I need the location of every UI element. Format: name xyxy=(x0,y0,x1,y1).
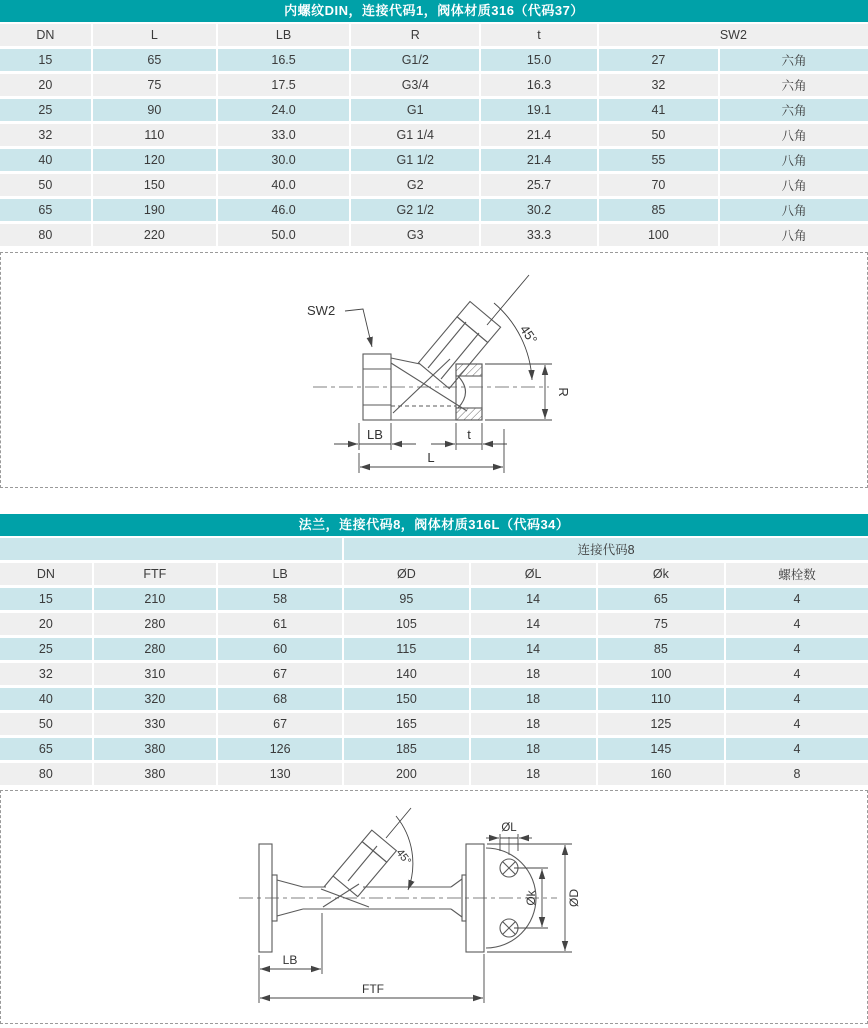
threaded-valve-drawing xyxy=(1,253,867,487)
table-cell: 110 xyxy=(93,124,216,146)
dim-label-r: R xyxy=(556,387,571,397)
spec-table-threaded xyxy=(0,0,868,246)
branch-cap xyxy=(457,302,501,343)
table-cell: 15 xyxy=(0,588,92,610)
table-cell: 50.0 xyxy=(218,224,349,246)
table-cell: 14 xyxy=(471,613,596,635)
table-cell: 75 xyxy=(93,74,216,96)
table-cell: 4 xyxy=(726,663,868,685)
table-cell: 六角 xyxy=(720,99,868,121)
table-cell: 32 xyxy=(0,124,91,146)
table-cell: 40.0 xyxy=(218,174,349,196)
table-cell: 17.5 xyxy=(218,74,349,96)
valve-body-outline xyxy=(239,830,557,952)
table-cell: 280 xyxy=(94,613,216,635)
table-cell: 85 xyxy=(598,638,724,660)
column-header-t: t xyxy=(481,24,596,46)
dim-label-angle: 45° xyxy=(516,322,541,347)
table-cell: 85 xyxy=(599,199,718,221)
table-cell: 80 xyxy=(0,224,91,246)
table-cell: G1 xyxy=(351,99,479,121)
table-cell: 16.5 xyxy=(218,49,349,71)
table-cell: 15 xyxy=(0,49,91,71)
table-cell: G3/4 xyxy=(351,74,479,96)
table-cell: 68 xyxy=(218,688,342,710)
column-header-sw2: SW2 xyxy=(599,24,868,46)
table-cell: 380 xyxy=(94,738,216,760)
table-cell: G2 xyxy=(351,174,479,196)
table-cell: 21.4 xyxy=(481,149,596,171)
table-cell: 65 xyxy=(0,738,92,760)
table-cell: 60 xyxy=(218,638,342,660)
table-cell: 16.3 xyxy=(481,74,596,96)
table-cell: 95 xyxy=(344,588,468,610)
column-header-od: ØD xyxy=(344,563,468,585)
column-header-ol: ØL xyxy=(471,563,596,585)
table-cell: 280 xyxy=(94,638,216,660)
table-cell: 310 xyxy=(94,663,216,685)
table-cell: G1 1/2 xyxy=(351,149,479,171)
table-cell: 18 xyxy=(471,738,596,760)
table-cell: 330 xyxy=(94,713,216,735)
table-cell: 30.2 xyxy=(481,199,596,221)
dim-label-lb: LB xyxy=(282,953,298,967)
table-cell: 18 xyxy=(471,763,596,785)
table-cell: 50 xyxy=(0,174,91,196)
table-cell: 4 xyxy=(726,588,868,610)
table-cell: 61 xyxy=(218,613,342,635)
table-cell: 21.4 xyxy=(481,124,596,146)
table-cell: 4 xyxy=(726,738,868,760)
table-cell: 80 xyxy=(0,763,92,785)
table-cell: 33.0 xyxy=(218,124,349,146)
table-cell: 150 xyxy=(93,174,216,196)
dim-label-t: t xyxy=(467,427,471,442)
group-header-spacer xyxy=(0,538,342,560)
table-cell: 14 xyxy=(471,638,596,660)
table-cell: 105 xyxy=(344,613,468,635)
table-cell: 40 xyxy=(0,688,92,710)
table-cell: 18 xyxy=(471,713,596,735)
dimension-lines xyxy=(334,275,552,473)
table-cell: 320 xyxy=(94,688,216,710)
table-cell: 4 xyxy=(726,613,868,635)
table-cell: 八角 xyxy=(720,199,868,221)
table-cell: 六角 xyxy=(720,49,868,71)
table-cell: 100 xyxy=(598,663,724,685)
column-header-bolts: 螺栓数 xyxy=(726,563,868,585)
dim-label-l: L xyxy=(427,450,435,465)
dim-label-ok: Øk xyxy=(524,890,538,906)
table-cell: 130 xyxy=(218,763,342,785)
table-cell: 八角 xyxy=(720,174,868,196)
table-cell: 4 xyxy=(726,713,868,735)
column-header-ftf: FTF xyxy=(94,563,216,585)
table-cell: 27 xyxy=(599,49,718,71)
column-header-lb: LB xyxy=(218,563,342,585)
table-cell: 46.0 xyxy=(218,199,349,221)
table-cell: 58 xyxy=(218,588,342,610)
table-cell: 50 xyxy=(599,124,718,146)
table-cell: 67 xyxy=(218,663,342,685)
table-cell: 八角 xyxy=(720,124,868,146)
table-cell: 20 xyxy=(0,613,92,635)
table-cell: 120 xyxy=(93,149,216,171)
column-header-r: R xyxy=(351,24,479,46)
table-cell: 70 xyxy=(599,174,718,196)
table-cell: G1 1/4 xyxy=(351,124,479,146)
drawing-box-flanged xyxy=(0,790,868,1024)
table-cell: 200 xyxy=(344,763,468,785)
table-cell: 24.0 xyxy=(218,99,349,121)
table-cell: 75 xyxy=(598,613,724,635)
table-cell: 160 xyxy=(598,763,724,785)
column-header-ok: Øk xyxy=(598,563,724,585)
table-cell: 210 xyxy=(94,588,216,610)
table-cell: 41 xyxy=(599,99,718,121)
spec-table-flanged xyxy=(0,514,868,785)
table-title-threaded: 内螺纹DIN，连接代码1，阀体材质316（代码37） xyxy=(0,0,868,22)
table-cell: 14 xyxy=(471,588,596,610)
table-cell: 125 xyxy=(598,713,724,735)
table-cell: 65 xyxy=(598,588,724,610)
dim-label-angle: 45° xyxy=(393,846,414,868)
dim-label-ol: ØL xyxy=(501,822,517,834)
table-cell: 100 xyxy=(599,224,718,246)
table-cell: 55 xyxy=(599,149,718,171)
table-cell: 六角 xyxy=(720,74,868,96)
table-cell: 220 xyxy=(93,224,216,246)
table-cell: 165 xyxy=(344,713,468,735)
dim-label-sw2: SW2 xyxy=(307,303,336,318)
table-cell: 67 xyxy=(218,713,342,735)
column-header-dn: DN xyxy=(0,24,91,46)
valve-body-outline xyxy=(313,302,549,421)
table-cell: G3 xyxy=(351,224,479,246)
dim-label-lb: LB xyxy=(367,427,383,442)
table-cell: 32 xyxy=(599,74,718,96)
flanged-table xyxy=(0,538,868,785)
table-cell: 19.1 xyxy=(481,99,596,121)
table-cell: 25 xyxy=(0,638,92,660)
table-cell: 25 xyxy=(0,99,91,121)
flanged-valve-drawing xyxy=(1,791,867,1023)
threaded-table xyxy=(0,24,868,246)
table-cell: 140 xyxy=(344,663,468,685)
table-cell: 190 xyxy=(93,199,216,221)
table-title-flanged: 法兰，连接代码8，阀体材质316L（代码34） xyxy=(0,514,868,536)
dim-label-od: ØD xyxy=(567,889,581,907)
table-cell: 4 xyxy=(726,638,868,660)
table-cell: 145 xyxy=(598,738,724,760)
table-cell: 30.0 xyxy=(218,149,349,171)
column-header-lb: LB xyxy=(218,24,349,46)
table-cell: 8 xyxy=(726,763,868,785)
table-cell: 110 xyxy=(598,688,724,710)
branch-socket xyxy=(333,842,387,897)
column-header-dn: DN xyxy=(0,563,92,585)
sw2-leader xyxy=(345,309,372,347)
table-cell: 50 xyxy=(0,713,92,735)
dimension-labels xyxy=(307,303,571,465)
table-cell: 65 xyxy=(0,199,91,221)
table-cell: 八角 xyxy=(720,149,868,171)
table-cell: 185 xyxy=(344,738,468,760)
table-cell: 八角 xyxy=(720,224,868,246)
table-cell: 25.7 xyxy=(481,174,596,196)
dim-label-ftf: FTF xyxy=(362,982,384,996)
table-cell: 15.0 xyxy=(481,49,596,71)
column-header-l: L xyxy=(93,24,216,46)
table-cell: 18 xyxy=(471,688,596,710)
table-cell: G1/2 xyxy=(351,49,479,71)
table-cell: 380 xyxy=(94,763,216,785)
table-cell: 90 xyxy=(93,99,216,121)
branch-socket xyxy=(419,317,488,389)
table-cell: 20 xyxy=(0,74,91,96)
table-cell: 4 xyxy=(726,688,868,710)
table-cell: 32 xyxy=(0,663,92,685)
table-cell: 40 xyxy=(0,149,91,171)
table-cell: 65 xyxy=(93,49,216,71)
table-cell: 115 xyxy=(344,638,468,660)
table-cell: G2 1/2 xyxy=(351,199,479,221)
drawing-box-threaded xyxy=(0,252,868,488)
table-cell: 33.3 xyxy=(481,224,596,246)
group-header: 连接代码8 xyxy=(344,538,868,560)
table-cell: 18 xyxy=(471,663,596,685)
table-cell: 126 xyxy=(218,738,342,760)
table-cell: 150 xyxy=(344,688,468,710)
